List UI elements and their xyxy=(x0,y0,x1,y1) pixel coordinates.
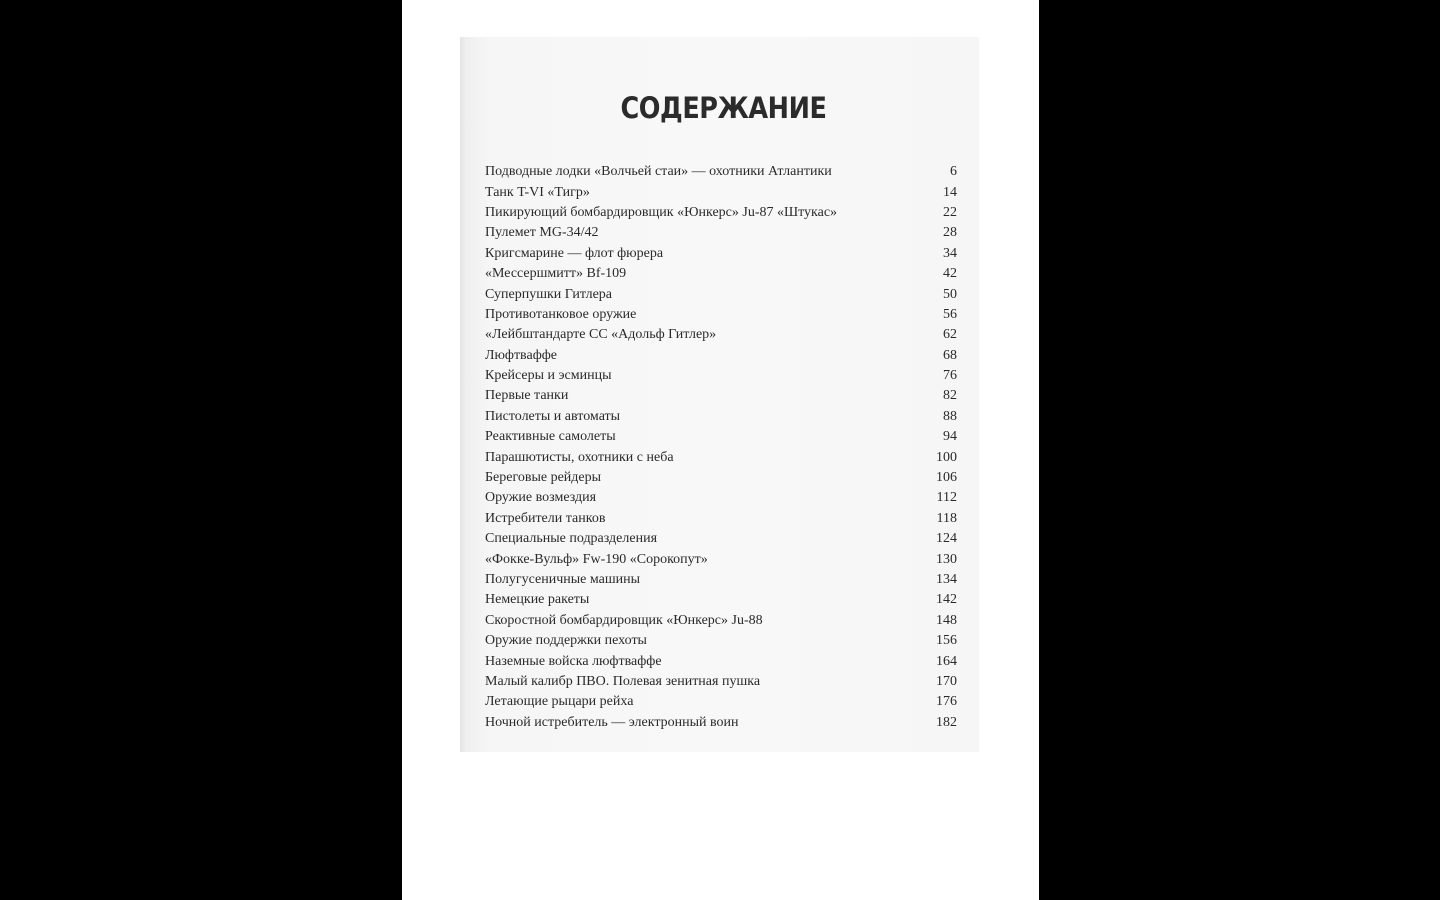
toc-entry xyxy=(485,590,957,610)
toc-entry xyxy=(485,651,957,671)
toc-entry-page-number: 134 xyxy=(936,572,957,587)
toc-entry-title: Специальные подразделения xyxy=(485,531,658,547)
toc-entry-title: Реактивные самолеты xyxy=(485,429,616,445)
toc-entry xyxy=(485,386,957,406)
toc-entry xyxy=(485,162,957,182)
toc-entry xyxy=(485,611,957,631)
toc-entry-page-number: 176 xyxy=(936,694,957,710)
toc-entry-title: Пистолеты и автоматы xyxy=(485,408,621,424)
toc-entry xyxy=(485,488,957,508)
toc-entry-title: «Лейбштандарте СС «Адольф Гитлер» xyxy=(485,327,717,343)
toc-entry xyxy=(485,549,957,569)
toc-entry-page-number: 112 xyxy=(936,490,957,506)
toc-entry-title: Кригсмарине — флот фюрера xyxy=(485,245,664,261)
toc-entry xyxy=(485,631,957,651)
toc-entry xyxy=(485,325,957,345)
toc-entry-title: Первые танки xyxy=(485,388,569,404)
toc-entry-title: Наземные войска люфтваффе xyxy=(485,653,662,669)
toc-entry-title: Пикирующий бомбардировщик «Юнкерс» Ju-87 «Штукас» xyxy=(485,204,838,220)
toc-entry-page-number: 76 xyxy=(943,368,957,384)
toc-entry-page-number: 82 xyxy=(943,388,957,404)
toc-entry xyxy=(485,692,957,712)
toc-entry-title: Оружие возмездия xyxy=(485,490,597,506)
toc-entry-title: «Мессершмитт» Bf-109 xyxy=(485,266,627,282)
toc-entry-page-number: 22 xyxy=(943,204,957,220)
toc-entry-page-number: 6 xyxy=(950,164,957,180)
toc-entry-page-number: 50 xyxy=(943,286,957,302)
toc-entry-title: Пулемет MG-34/42 xyxy=(485,225,599,241)
toc-entry xyxy=(485,713,957,733)
toc-entry-page-number: 62 xyxy=(943,327,957,343)
toc-entry-page-number: 142 xyxy=(936,592,957,608)
toc-entry xyxy=(485,570,957,590)
toc-entry xyxy=(485,427,957,447)
toc-entry xyxy=(485,346,957,366)
page-title: СОДЕРЖАНИЕ xyxy=(620,91,827,125)
toc-entry-title: Противотанковое оружие xyxy=(485,306,637,322)
toc-entry xyxy=(485,509,957,529)
toc-entry-page-number: 124 xyxy=(936,531,957,547)
toc-entry xyxy=(485,223,957,243)
toc-entry xyxy=(485,203,957,223)
toc-entry-page-number: 14 xyxy=(943,184,957,200)
toc-entry-page-number: 100 xyxy=(936,449,957,465)
toc-entry-title: Крейсеры и эсминцы xyxy=(485,368,612,384)
toc-entry-page-number: 130 xyxy=(936,551,957,567)
toc-entry-title: Парашютисты, охотники с неба xyxy=(485,449,674,465)
toc-entry-title: Немецкие ракеты xyxy=(485,592,590,608)
table-of-contents xyxy=(485,162,957,733)
toc-entry-title: «Фокке-Вульф» Fw-190 «Сорокопут» xyxy=(485,551,708,567)
toc-entry-page-number: 68 xyxy=(943,347,957,363)
toc-entry-title: Танк T-VI «Тигр» xyxy=(485,184,590,200)
toc-entry-page-number: 106 xyxy=(936,470,957,486)
toc-entry-page-number: 42 xyxy=(943,266,957,282)
toc-entry xyxy=(485,244,957,264)
toc-entry xyxy=(485,366,957,386)
toc-entry-title: Малый калибр ПВО. Полевая зенитная пушка xyxy=(485,673,761,689)
toc-entry xyxy=(485,672,957,692)
toc-entry-title: Полугусеничные машины xyxy=(485,572,641,587)
toc-entry-page-number: 148 xyxy=(936,612,957,628)
toc-entry-page-number: 156 xyxy=(936,633,957,649)
toc-entry-page-number: 164 xyxy=(936,653,957,669)
toc-entry xyxy=(485,305,957,325)
toc-entry xyxy=(485,529,957,549)
toc-entry-page-number: 88 xyxy=(943,408,957,424)
toc-entry-title: Оружие поддержки пехоты xyxy=(485,633,647,649)
toc-entry-title: Суперпушки Гитлера xyxy=(485,286,612,302)
toc-entry-title: Ночной истребитель — электронный воин xyxy=(485,714,739,730)
toc-entry-title: Истребители танков xyxy=(485,510,606,526)
toc-entry-page-number: 34 xyxy=(943,245,957,261)
toc-entry-page-number: 56 xyxy=(943,306,957,322)
toc-entry-page-number: 28 xyxy=(943,225,957,241)
toc-entry-page-number: 170 xyxy=(936,673,957,689)
toc-entry xyxy=(485,284,957,304)
document-page xyxy=(402,0,1039,900)
toc-entry-title: Подводные лодки «Волчьей стаи» — охотники Атлантики xyxy=(485,164,832,180)
toc-entry xyxy=(485,182,957,202)
toc-entry-title: Береговые рейдеры xyxy=(485,470,602,486)
toc-entry-page-number: 118 xyxy=(936,510,957,526)
toc-entry-title: Люфтваффе xyxy=(485,347,557,363)
toc-entry xyxy=(485,407,957,427)
toc-entry xyxy=(485,447,957,467)
toc-entry xyxy=(485,468,957,488)
toc-entry-title: Скоростной бомбардировщик «Юнкерс» Ju-88 xyxy=(485,612,763,628)
scanned-page xyxy=(460,37,979,752)
toc-entry-page-number: 182 xyxy=(936,714,957,730)
toc-entry-title: Летающие рыцари рейха xyxy=(485,694,634,710)
toc-entry xyxy=(485,264,957,284)
toc-entry-page-number: 94 xyxy=(943,429,957,445)
